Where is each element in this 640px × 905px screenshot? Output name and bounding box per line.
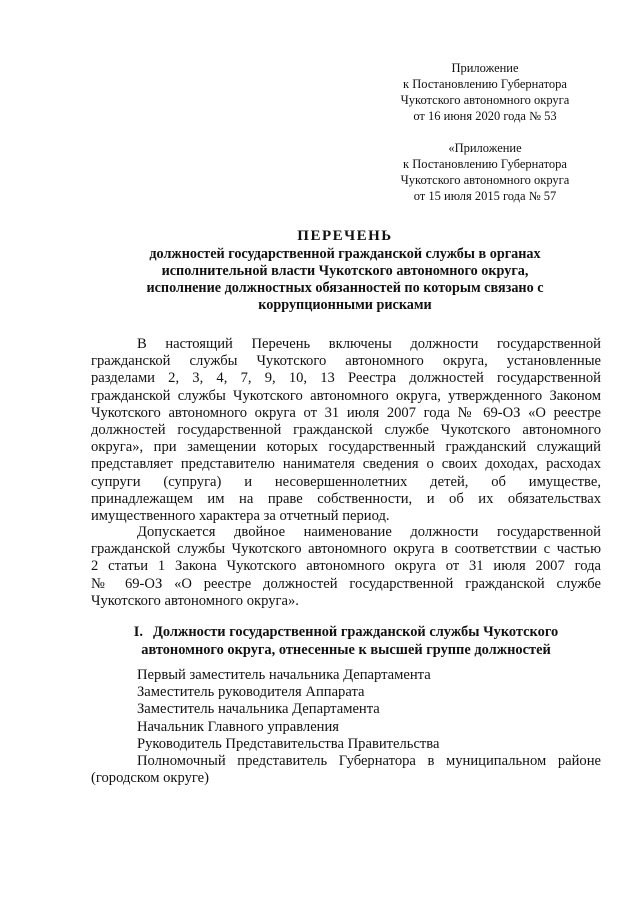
title-line: коррупционными рисками [258,297,432,313]
list-item: Полномочный представитель Губернатора в муниципальном районе [137,753,601,770]
annex-line: к Постановлению Губернатора [403,77,567,91]
list-item: Начальник Главного управления [137,718,340,735]
intro-paragraph [91,336,601,525]
title-line: исполнительной власти Чукотского автономного округа, [161,263,529,279]
annex-line: Приложение [451,61,519,75]
list-item: Заместитель руководителя Аппарата [137,684,365,701]
paragraph-line: должностей государственной гражданской службе Чукотского автономного [91,422,601,439]
annex-block-original [375,140,595,204]
annex-line: от 16 июня 2020 года № 53 [413,109,557,123]
annex-line: Чукотского автономного округа [400,93,570,107]
annex-block-current [375,60,595,124]
paragraph-line: представляет представителю нанимателя сведения о своих доходах, расходах [91,456,601,473]
paragraph-line: гражданской службы Чукотского автономного округа в соответствии с частью [91,541,601,558]
section-heading-line [91,624,601,642]
title-heading: ПЕРЕЧЕНЬ [297,228,393,244]
position-list [91,667,601,787]
paragraph-line: гражданской службы Чукотского автономного округа, установленные [91,353,601,370]
annex-line: к Постановлению Губернатора [403,157,567,171]
section-heading-text: Должности государственной гражданской службы Чукотского [152,624,559,640]
paragraph-line: 2 статьи 1 Закона Чукотского автономного округа от 31 июля 2007 года [91,558,601,575]
list-item: Первый заместитель начальника Департамента [137,667,431,683]
paragraph-line: округа», при замещении которых государственный гражданский служащий [91,439,601,456]
paragraph-line: супруги (супруга) и несовершеннолетних детей, об имуществе, [91,473,601,490]
paragraph-line: Допускается двойное наименование должности государственной [137,524,601,540]
document-title [95,228,595,314]
title-line: исполнение должностных обязанностей по которым связано с [146,280,544,296]
paragraph-line: принадлежащем им на праве собственности, и об их обязательствах [91,490,601,507]
double-name-paragraph [91,524,601,610]
annex-line: «Приложение [448,141,522,155]
annex-line: от 15 июля 2015 года № 57 [413,189,557,203]
section-heading-line: автономного округа, отнесенные к высшей группе должностей [141,641,551,658]
section-heading-highest-group [91,624,601,659]
paragraph-line: В настоящий Перечень включены должности государственной [137,336,601,352]
paragraph-line: гражданской службы Чукотского автономного округа, утвержденного Законом [91,387,601,404]
paragraph-line: Чукотского автономного округа от 31 июля 2007 года № 69-ОЗ «О реестре [91,404,601,421]
paragraph-line: Чукотского автономного округа». [91,592,299,609]
title-line: должностей государственной гражданской службы в органах [149,246,541,262]
list-item-continuation: (городском округе) [91,770,210,787]
section-number: I. [133,624,143,640]
list-item: Руководитель Представительства Правительства [137,735,440,752]
list-item: Заместитель начальника Департамента [137,701,380,718]
paragraph-line: имущественного характера за отчетный период. [91,508,390,525]
annex-line: Чукотского автономного округа [400,173,570,187]
paragraph-line: № 69-ОЗ «О реестре должностей государственной гражданской службе [91,575,601,592]
paragraph-line: разделами 2, 3, 4, 7, 9, 10, 13 Реестра должностей государственной [91,370,601,387]
